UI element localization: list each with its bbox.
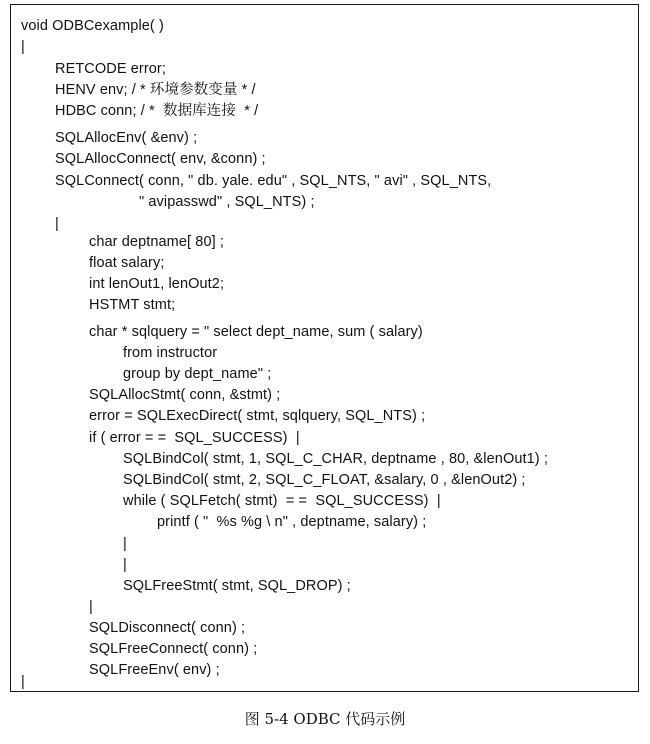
code-line: | (21, 39, 25, 55)
code-line: SQLFreeStmt( stmt, SQL_DROP) ; (123, 578, 351, 594)
code-line: HDBC conn; / * 数据库连接 * / (55, 103, 259, 119)
code-line: | (123, 536, 127, 552)
figure-caption: 图 5-4 ODBC 代码示例 (244, 710, 406, 728)
code-line: SQLFreeEnv( env) ; (89, 662, 220, 678)
code-line: SQLBindCol( stmt, 2, SQL_C_FLOAT, &salary, 0 , &lenOut2) ; (123, 472, 526, 488)
code-line: HSTMT stmt; (89, 297, 176, 313)
code-line: HENV env; / * 环境参数变量 * / (55, 82, 256, 98)
code-line: char deptname[ 80] ; (89, 234, 224, 250)
code-line: if ( error = = SQL_SUCCESS) | (89, 430, 300, 446)
code-line: from instructor (123, 345, 218, 361)
code-line: | (123, 557, 127, 573)
code-listing-box (10, 4, 639, 692)
code-line: group by dept_name" ; (123, 366, 272, 382)
code-line: int lenOut1, lenOut2; (89, 276, 225, 292)
code-line: RETCODE error; (55, 61, 166, 77)
code-line: SQLFreeConnect( conn) ; (89, 641, 258, 657)
code-line: SQLAllocStmt( conn, &stmt) ; (89, 387, 281, 403)
code-line: " avipasswd" , SQL_NTS) ; (139, 194, 315, 210)
code-line: void ODBCexample( ) (21, 18, 164, 34)
code-line: float salary; (89, 255, 165, 271)
code-line: | (55, 216, 59, 232)
code-line: | (89, 599, 93, 615)
code-line: while ( SQLFetch( stmt) = = SQL_SUCCESS) | (123, 493, 441, 509)
code-line: | (21, 674, 25, 690)
code-line: char * sqlquery = " select dept_name, sum ( salary) (89, 324, 423, 340)
code-line: printf ( " %s %g \ n" , deptname, salary) ; (157, 514, 427, 530)
code-line: SQLAllocEnv( &env) ; (55, 130, 198, 146)
code-line: SQLConnect( conn, " db. yale. edu" , SQL_NTS, " avi" , SQL_NTS, (55, 173, 492, 189)
code-line: SQLDisconnect( conn) ; (89, 620, 246, 636)
code-line: SQLAllocConnect( env, &conn) ; (55, 151, 266, 167)
code-line: error = SQLExecDirect( stmt, sqlquery, SQL_NTS) ; (89, 408, 426, 424)
code-line: SQLBindCol( stmt, 1, SQL_C_CHAR, deptname , 80, &lenOut1) ; (123, 451, 548, 467)
